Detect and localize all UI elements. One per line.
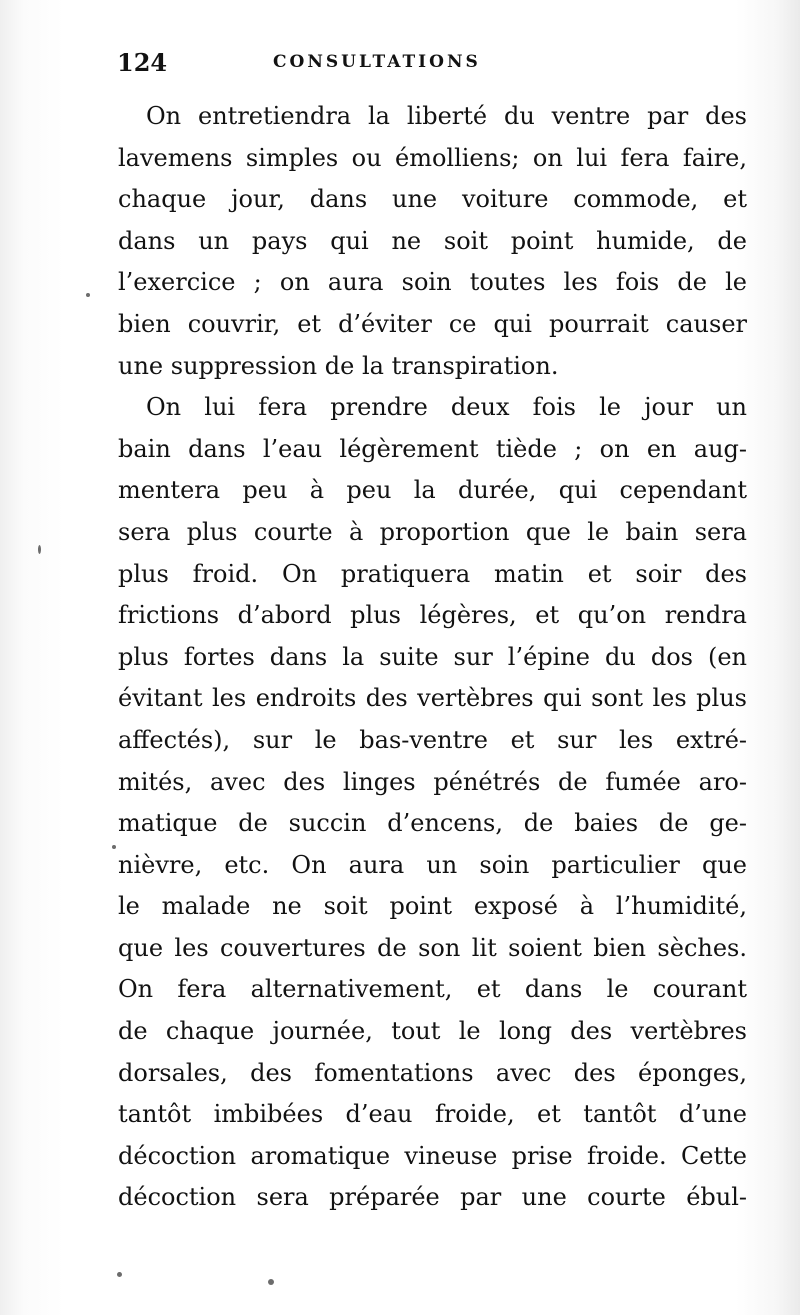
text-line: évitant les endroits des vertèbres qui sont les plus xyxy=(118,684,747,713)
text-line: l’exercice ; on aura soin toutes les fois de le xyxy=(118,268,747,297)
ink-speck xyxy=(117,1272,122,1277)
running-title: CONSULTATIONS xyxy=(273,52,481,72)
text-line: le malade ne soit point exposé à l’humidité, xyxy=(118,892,747,921)
text-line: que les couvertures de son lit soient bien sèches. xyxy=(118,933,747,962)
text-line: de chaque journée, tout le long des vertèbres xyxy=(118,1017,747,1046)
text-line: décoction sera préparée par une courte ébul- xyxy=(118,1183,747,1212)
text-line: On fera alternativement, et dans le courant xyxy=(118,975,747,1004)
text-line: sera plus courte à proportion que le bain sera xyxy=(118,517,747,546)
text-line: décoction aromatique vineuse prise froide. Cette xyxy=(118,1141,747,1170)
text-line: une suppression de la transpiration. xyxy=(118,351,559,380)
text-line: bien couvrir, et d’éviter ce qui pourrait causer xyxy=(118,309,747,338)
text-line: bain dans l’eau légèrement tiède ; on en aug- xyxy=(118,434,747,463)
body-text xyxy=(118,96,747,1219)
text-line: mentera peu à peu la durée, qui cependant xyxy=(118,476,747,505)
ink-speck xyxy=(112,845,116,849)
text-line: On lui fera prendre deux fois le jour un xyxy=(146,393,747,422)
text-line: mités, avec des linges pénétrés de fumée aro- xyxy=(118,767,747,796)
text-line: plus froid. On pratiquera matin et soir des xyxy=(118,559,747,588)
text-line: chaque jour, dans une voiture commode, et xyxy=(118,185,747,214)
text-line: plus fortes dans la suite sur l’épine du dos (en xyxy=(118,642,747,671)
text-line: dans un pays qui ne soit point humide, de xyxy=(118,226,747,255)
text-line: nièvre, etc. On aura un soin particulier que xyxy=(118,850,747,879)
text-line: frictions d’abord plus légères, et qu’on rendra xyxy=(118,601,747,630)
text-line: tantôt imbibées d’eau froide, et tantôt d’une xyxy=(118,1100,747,1129)
text-line: dorsales, des fomentations avec des éponges, xyxy=(118,1058,747,1087)
running-head xyxy=(117,48,567,78)
text-line: lavemens simples ou émolliens; on lui fera faire, xyxy=(118,143,747,172)
ink-speck xyxy=(38,545,41,554)
ink-speck xyxy=(268,1279,274,1285)
text-line: matique de succin d’encens, de baies de ge- xyxy=(118,809,747,838)
text-line: affectés), sur le bas-ventre et sur les extré- xyxy=(118,725,747,754)
text-line: On entretiendra la liberté du ventre par des xyxy=(146,102,747,130)
ink-speck xyxy=(86,293,90,297)
page-number: 124 xyxy=(117,48,168,77)
